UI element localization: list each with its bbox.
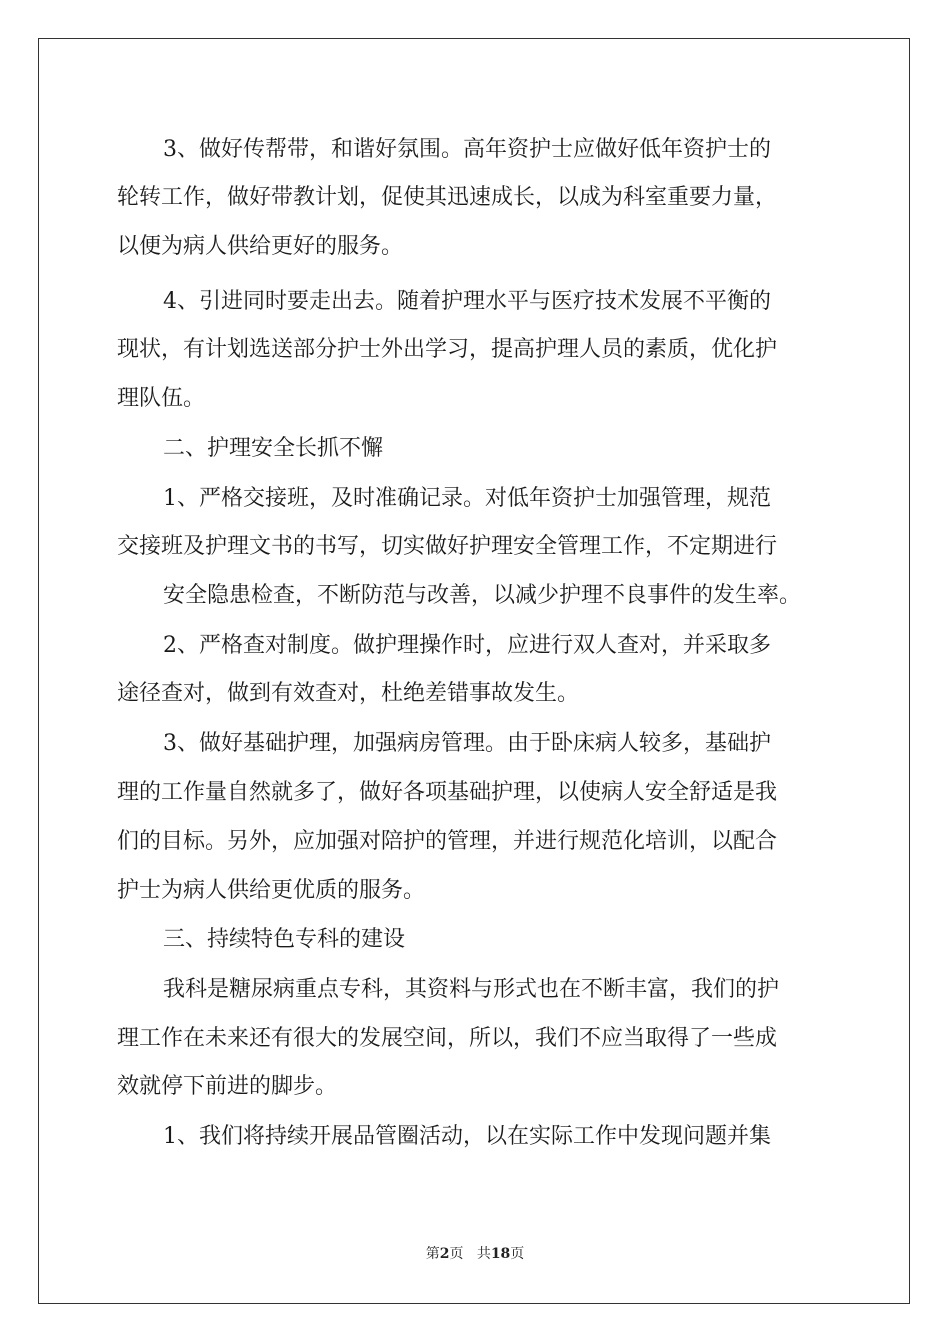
text-line: 安全隐患检查，不断防范与改善，以减少护理不良事件的发生率。 (163, 583, 802, 608)
section-heading: 三、持续特色专科的建设 (163, 927, 406, 952)
section-heading: 二、护理安全长抓不懈 (163, 436, 384, 461)
text-line: 途径查对，做到有效查对，杜绝差错事故发生。 (117, 681, 580, 706)
text-line: 2、严格查对制度。做护理操作时，应进行双人查对，并采取多 (163, 633, 771, 658)
text-line: 我科是糖尿病重点专科，其资料与形式也在不断丰富，我们的护 (163, 977, 780, 1002)
total-label-suffix: 页 (510, 1246, 525, 1262)
text-line: 1、我们将持续开展品管圈活动，以在实际工作中发现问题并集 (163, 1124, 771, 1149)
text-line: 理的工作量自然就多了，做好各项基础护理，以使病人安全舒适是我 (117, 780, 778, 805)
total-pages-number: 18 (490, 1246, 511, 1262)
text-line: 现状，有计划选送部分护士外出学习，提高护理人员的素质，优化护 (117, 337, 778, 362)
text-line: 们的目标。另外，应加强对陪护的管理，并进行规范化培训，以配合 (117, 829, 778, 854)
text-line: 1、严格交接班，及时准确记录。对低年资护士加强管理，规范 (163, 486, 771, 511)
text-line: 3、做好传帮带，和谐好氛围。高年资护士应做好低年资护士的 (163, 137, 771, 162)
text-line: 4、引进同时要走出去。随着护理水平与医疗技术发展不平衡的 (163, 289, 771, 314)
text-line: 3、做好基础护理，加强病房管理。由于卧床病人较多，基础护 (163, 731, 771, 756)
page-label-prefix: 第 (425, 1246, 440, 1262)
current-page-number: 2 (439, 1246, 450, 1262)
page-label-suffix: 页 (449, 1246, 464, 1262)
text-line: 交接班及护理文书的书写，切实做好护理安全管理工作，不定期进行 (117, 534, 778, 559)
text-line: 轮转工作，做好带教计划，促使其迅速成长，以成为科室重要力量， (117, 185, 778, 210)
text-line: 理工作在未来还有很大的发展空间，所以，我们不应当取得了一些成 (117, 1026, 778, 1051)
page-footer (0, 1243, 950, 1263)
text-line: 以便为病人供给更好的服务。 (117, 234, 404, 259)
total-label-prefix: 共 (476, 1246, 491, 1262)
text-line: 理队伍。 (117, 386, 206, 411)
text-line: 护士为病人供给更优质的服务。 (117, 878, 426, 903)
text-line: 效就停下前进的脚步。 (117, 1074, 338, 1099)
